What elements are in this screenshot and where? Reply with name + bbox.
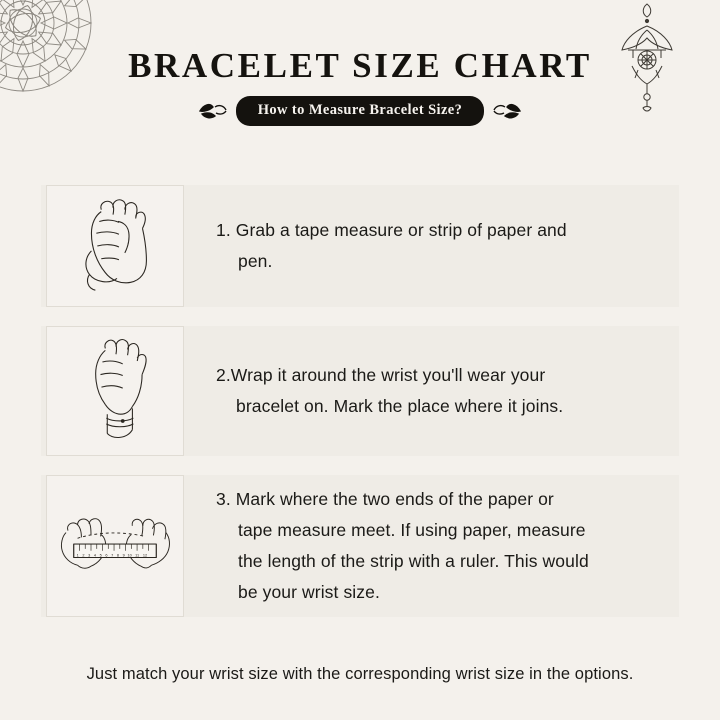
step-line: 1. Grab a tape measure or strip of paper and	[216, 220, 567, 240]
step-item	[0, 475, 720, 617]
page-header	[0, 44, 720, 126]
svg-text:12: 12	[142, 553, 148, 558]
svg-text:1: 1	[76, 553, 79, 558]
svg-text:2: 2	[82, 553, 85, 558]
svg-text:9: 9	[122, 553, 125, 558]
svg-text:5: 5	[99, 553, 102, 558]
step-text	[184, 326, 720, 456]
hand-wrist-wrapped-tape-illustration	[57, 333, 173, 449]
subtitle-pill: How to Measure Bracelet Size?	[236, 96, 485, 126]
leaf-flourish-icon	[198, 100, 228, 122]
subtitle-row	[0, 96, 720, 126]
step-thumbnail	[46, 475, 184, 617]
svg-text:7: 7	[111, 553, 114, 558]
footer-note: Just match your wrist size with the corresponding wrist size in the options.	[86, 665, 634, 683]
step-line: pen.	[238, 251, 273, 271]
step-item	[0, 185, 720, 307]
svg-text:10: 10	[127, 553, 132, 558]
step-thumbnail	[46, 326, 184, 456]
steps-list	[0, 185, 720, 636]
svg-text:3: 3	[88, 553, 91, 558]
hand-measuring-with-ruler-illustration	[52, 498, 178, 594]
step-text	[184, 475, 720, 617]
step-text	[184, 185, 720, 307]
step-line: bracelet on. Mark the place where it joins.	[236, 396, 564, 416]
step-item	[0, 326, 720, 456]
fist-hand-with-tape-illustration	[56, 192, 174, 300]
svg-text:4: 4	[93, 553, 97, 558]
step-thumbnail	[46, 185, 184, 307]
step-line: tape measure meet. If using paper, measure	[238, 520, 586, 540]
step-line: 3. Mark where the two ends of the paper or	[216, 489, 554, 509]
step-line: be your wrist size.	[238, 582, 380, 602]
page-title: BRACELET SIZE CHART	[128, 46, 592, 85]
leaf-flourish-icon	[492, 100, 522, 122]
svg-text:8: 8	[116, 553, 120, 558]
step-line: the length of the strip with a ruler. This would	[238, 551, 589, 571]
svg-text:11: 11	[135, 553, 140, 558]
step-line: 2.Wrap it around the wrist you'll wear your	[216, 365, 546, 385]
svg-text:6: 6	[105, 553, 108, 558]
